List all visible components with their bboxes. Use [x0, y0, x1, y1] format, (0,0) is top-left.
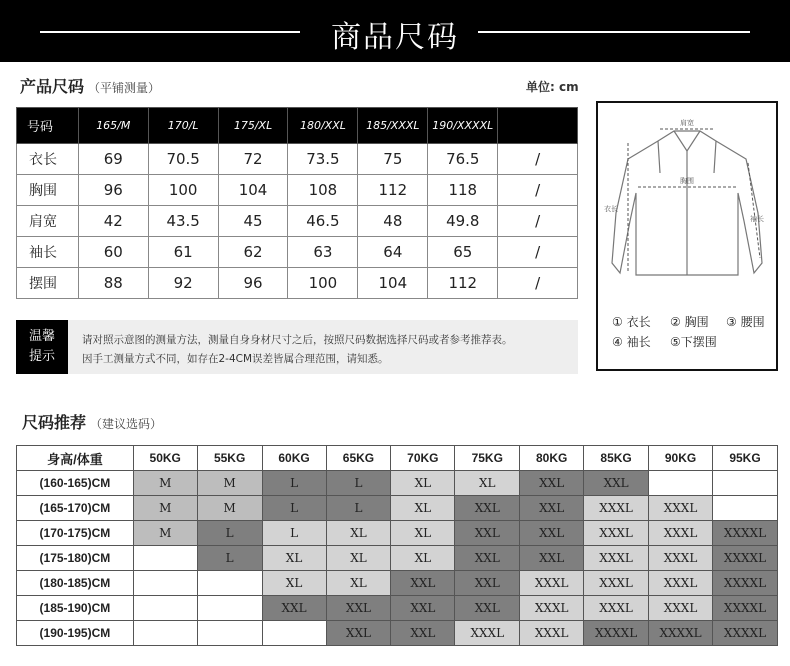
size-row-label: 摆围 [17, 268, 79, 299]
size-row-label: 胸围 [17, 175, 79, 206]
rec-section-subtitle: （建议选码） [90, 417, 163, 431]
rec-row-height: (180-185)CM [17, 571, 134, 596]
rec-cell: XXXL [455, 621, 520, 646]
rec-cell: XXXL [520, 596, 584, 621]
rec-cell: XXXL [649, 571, 713, 596]
size-header-cell: 170/L [148, 108, 218, 144]
unit-label: 单位: cm [526, 80, 579, 94]
size-cell: 49.8 [428, 206, 498, 237]
size-cell: 48 [358, 206, 428, 237]
size-cell: 118 [428, 175, 498, 206]
rec-cell: XXL [326, 621, 391, 646]
rec-header-weight: 55KG [197, 446, 262, 471]
rec-cell: XXL [262, 596, 326, 621]
rec-header-weight: 80KG [520, 446, 584, 471]
rec-cell [713, 471, 778, 496]
rec-cell [197, 621, 262, 646]
size-header-cell: 190/XXXXL [428, 108, 498, 144]
rec-row-height: (175-180)CM [17, 546, 134, 571]
tip-label-line1: 温馨 [28, 329, 55, 344]
rec-row-height: (165-170)CM [17, 496, 134, 521]
size-cell: 104 [218, 175, 288, 206]
rec-cell: XXXXL [713, 546, 778, 571]
rec-cell [133, 546, 197, 571]
size-header-cell: 180/XXL [288, 108, 358, 144]
rec-row [17, 596, 778, 621]
size-cell: / [498, 237, 578, 268]
size-cell: 65 [428, 237, 498, 268]
recommend-table-body [17, 471, 778, 646]
rec-cell: L [326, 496, 391, 521]
rec-cell: XXXL [649, 596, 713, 621]
size-cell: / [498, 206, 578, 237]
rec-cell: XXL [326, 596, 391, 621]
rec-cell: XXXL [584, 546, 649, 571]
rec-row [17, 521, 778, 546]
size-cell: 96 [218, 268, 288, 299]
rec-row-height: (190-195)CM [17, 621, 134, 646]
size-cell: 45 [218, 206, 288, 237]
size-cell: / [498, 268, 578, 299]
rec-cell: L [262, 496, 326, 521]
rec-header-weight: 95KG [713, 446, 778, 471]
tip-box [16, 320, 578, 374]
rec-cell: L [326, 471, 391, 496]
rec-cell: XXL [391, 621, 455, 646]
rec-cell: XXL [455, 596, 520, 621]
size-cell: 108 [288, 175, 358, 206]
rec-cell: L [262, 471, 326, 496]
size-cell: 100 [288, 268, 358, 299]
size-header-label: 号码 [17, 108, 79, 144]
rec-section-title-text: 尺码推荐 [22, 413, 87, 432]
rec-cell: XL [326, 521, 391, 546]
tip-text-2: 因手工测量方式不同，如存在2-4CM误差皆属合理范围，请知悉。 [82, 353, 389, 365]
size-cell: 73.5 [288, 144, 358, 175]
rec-cell: XXXL [584, 496, 649, 521]
rec-cell: XXXXL [713, 521, 778, 546]
rec-cell: XXXL [584, 521, 649, 546]
rec-cell: XXXL [520, 621, 584, 646]
tip-label-line2: 提示 [28, 349, 55, 364]
rec-cell: XL [391, 471, 455, 496]
size-cell: 104 [358, 268, 428, 299]
size-cell: 88 [78, 268, 148, 299]
rec-cell: XL [455, 471, 520, 496]
banner [0, 0, 790, 62]
rec-cell: XXL [455, 521, 520, 546]
size-row-label: 衣长 [17, 144, 79, 175]
measure-figure [596, 101, 778, 371]
size-row-label: 肩宽 [17, 206, 79, 237]
rec-cell: XXXXL [649, 621, 713, 646]
size-cell: 76.5 [428, 144, 498, 175]
legend-length: ① 衣长 [612, 315, 651, 329]
rec-header-weight: 75KG [455, 446, 520, 471]
rec-cell [197, 596, 262, 621]
size-cell: 46.5 [288, 206, 358, 237]
size-cell: / [498, 175, 578, 206]
size-cell: 112 [358, 175, 428, 206]
rec-row [17, 621, 778, 646]
rec-cell: L [262, 521, 326, 546]
rec-cell: XL [262, 571, 326, 596]
rec-cell: XXXL [584, 571, 649, 596]
size-row-label: 袖长 [17, 237, 79, 268]
rec-cell [133, 596, 197, 621]
size-cell: 63 [288, 237, 358, 268]
tip-text-1: 请对照示意图的测量方法，测量自身身材尺寸之后，按照尺码数据选择尺码或者参考推荐表。 [82, 334, 513, 346]
figure-label-sleeve: 袖长 [750, 215, 764, 223]
rec-cell [197, 571, 262, 596]
rec-header-weight: 50KG [133, 446, 197, 471]
rec-header-weight: 65KG [326, 446, 391, 471]
legend-waist: ③ 腰围 [726, 315, 765, 329]
rec-header-label: 身高/体重 [17, 446, 134, 471]
rec-cell: M [197, 471, 262, 496]
size-cell: 64 [358, 237, 428, 268]
size-section-title-text: 产品尺码 [20, 77, 85, 96]
legend-hem: ⑤下摆围 [670, 335, 717, 349]
recommend-table [16, 445, 778, 646]
rec-cell: XXXL [649, 496, 713, 521]
rec-cell: XXL [584, 471, 649, 496]
size-cell: 112 [428, 268, 498, 299]
rec-header-weight: 60KG [262, 446, 326, 471]
rec-cell: XXL [391, 596, 455, 621]
rec-cell [649, 471, 713, 496]
rec-cell: XXL [520, 546, 584, 571]
rec-row [17, 546, 778, 571]
rec-cell [133, 571, 197, 596]
size-table-body [17, 144, 578, 299]
legend-sleeve: ④ 袖长 [612, 335, 651, 349]
rec-cell: M [133, 471, 197, 496]
size-row [17, 144, 578, 175]
size-row [17, 237, 578, 268]
rec-cell: XXXXL [713, 621, 778, 646]
rec-cell: L [197, 546, 262, 571]
rec-header-weight: 70KG [391, 446, 455, 471]
rec-cell: XXXL [584, 596, 649, 621]
size-cell: 75 [358, 144, 428, 175]
rec-cell: XXL [520, 496, 584, 521]
rec-row [17, 496, 778, 521]
size-cell: 69 [78, 144, 148, 175]
figure-label-length: 衣长 [604, 205, 618, 213]
rec-cell: XXXXL [584, 621, 649, 646]
rec-cell: XXL [391, 571, 455, 596]
size-table [16, 107, 578, 299]
rec-row-height: (170-175)CM [17, 521, 134, 546]
rec-cell: XXXL [649, 521, 713, 546]
size-section-subtitle: （平铺测量） [88, 81, 161, 95]
rec-cell: XL [391, 521, 455, 546]
rec-cell: XXXL [520, 571, 584, 596]
rec-row [17, 471, 778, 496]
rec-cell: XXXXL [713, 571, 778, 596]
size-cell: 42 [78, 206, 148, 237]
size-cell: 61 [148, 237, 218, 268]
rec-row-height: (160-165)CM [17, 471, 134, 496]
rec-cell: XXL [520, 521, 584, 546]
size-table-header [17, 108, 578, 144]
size-cell: 100 [148, 175, 218, 206]
size-cell: 70.5 [148, 144, 218, 175]
rec-cell: M [133, 496, 197, 521]
tip-label [16, 320, 68, 374]
rec-cell: M [133, 521, 197, 546]
legend-chest: ② 胸围 [670, 315, 709, 329]
size-row [17, 175, 578, 206]
rec-section-title [22, 410, 162, 433]
rec-row-height: (185-190)CM [17, 596, 134, 621]
recommend-table-header [17, 446, 778, 471]
size-header-cell [498, 108, 578, 144]
size-cell: 43.5 [148, 206, 218, 237]
rec-cell: XL [391, 546, 455, 571]
rec-cell: XXL [520, 471, 584, 496]
size-cell: / [498, 144, 578, 175]
rec-cell: M [197, 496, 262, 521]
size-header-cell: 185/XXXL [358, 108, 428, 144]
banner-title: 商品尺码 [331, 20, 459, 55]
rec-cell: XXXXL [713, 596, 778, 621]
rec-cell: XL [262, 546, 326, 571]
rec-row [17, 571, 778, 596]
rec-cell [262, 621, 326, 646]
size-cell: 62 [218, 237, 288, 268]
size-cell: 96 [78, 175, 148, 206]
rec-cell: XXL [455, 571, 520, 596]
rec-cell: XXL [455, 546, 520, 571]
size-section-title [20, 74, 160, 97]
size-header-cell: 175/XL [218, 108, 288, 144]
rec-cell: XL [326, 571, 391, 596]
figure-label-chest: 胸围 [680, 177, 694, 185]
size-cell: 72 [218, 144, 288, 175]
rec-cell [713, 496, 778, 521]
size-row [17, 206, 578, 237]
rec-cell [133, 621, 197, 646]
rec-header-weight: 90KG [649, 446, 713, 471]
size-header-cell: 165/M [78, 108, 148, 144]
rec-cell: L [197, 521, 262, 546]
size-cell: 92 [148, 268, 218, 299]
rec-cell: XL [326, 546, 391, 571]
size-cell: 60 [78, 237, 148, 268]
rec-cell: XL [391, 496, 455, 521]
size-row [17, 268, 578, 299]
rec-header-weight: 85KG [584, 446, 649, 471]
rec-cell: XXL [455, 496, 520, 521]
rec-cell: XXXL [649, 546, 713, 571]
figure-label-shoulder: 肩宽 [680, 119, 694, 127]
